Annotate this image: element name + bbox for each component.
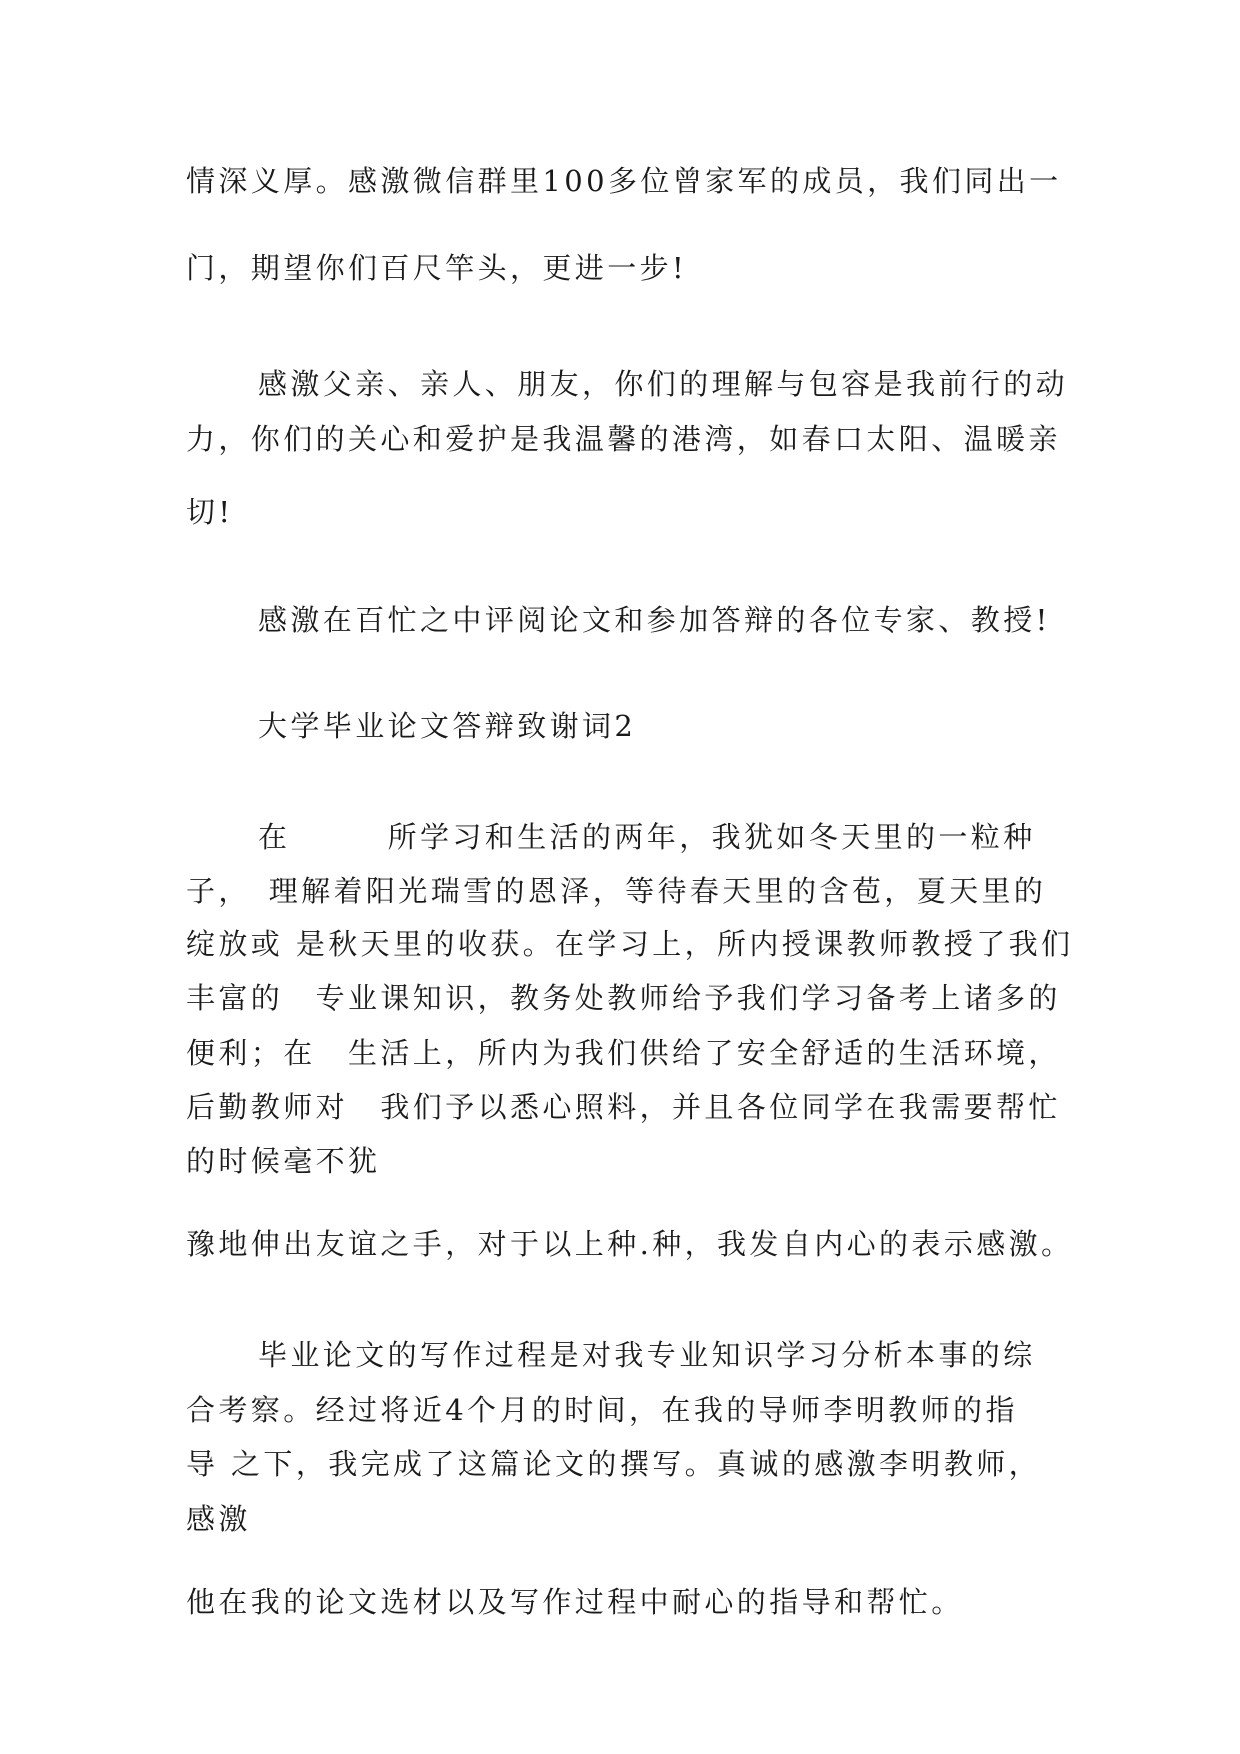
text-line: 导 之下，我完成了这篇论文的撰写。真诚的感激李明教师， [186, 1447, 1042, 1481]
text-line: 子， 理解着阳光瑞雪的恩泽，等待春天里的含苞，夏天里的 [186, 874, 1047, 908]
text-line: 后勤教师对 我们予以悉心照料，并且各位同学在我需要帮忙 [186, 1090, 1061, 1124]
text-line: 感激父亲、亲人、朋友，你们的理解与包容是我前行的动 [258, 367, 1069, 401]
text-line: 毕业论文的写作过程是对我专业知识学习分析本事的综 [258, 1338, 1036, 1372]
text-line: 情深义厚。感激微信群里100多位曾家军的成员，我们同出一 [186, 164, 1062, 198]
text-line: 力，你们的关心和爱护是我温馨的港湾，如春口太阳、温暖亲 [186, 422, 1061, 456]
text-line: 绽放或 是秋天里的收获。在学习上，所内授课教师教授了我们 [186, 927, 1074, 961]
text-line: 他在我的论文选材以及写作过程中耐心的指导和帮忙。 [186, 1585, 964, 1619]
text-line: 感激 [186, 1502, 251, 1536]
text-line: 便利；在 生活上，所内为我们供给了安全舒适的生活环境， [186, 1036, 1061, 1070]
text-line: 在 所学习和生活的两年，我犹如冬天里的一粒种 [258, 820, 1036, 854]
section-heading: 大学毕业论文答辩致谢词2 [258, 709, 637, 743]
text-line: 丰富的 专业课知识，教务处教师给予我们学习备考上诸多的 [186, 981, 1061, 1015]
text-line: 门，期望你们百尺竿头，更进一步! [186, 251, 688, 285]
text-line: 切! [186, 495, 234, 529]
text-line: 感激在百忙之中评阅论文和参加答辩的各位专家、教授! [258, 603, 1051, 637]
text-line: 合考察。经过将近4个月的时间，在我的导师李明教师的指 [186, 1393, 1018, 1427]
text-line: 的时候毫不犹 [186, 1144, 381, 1178]
text-line: 豫地伸出友谊之手，对于以上种.种，我发自内心的表示感激。 [186, 1227, 1074, 1261]
